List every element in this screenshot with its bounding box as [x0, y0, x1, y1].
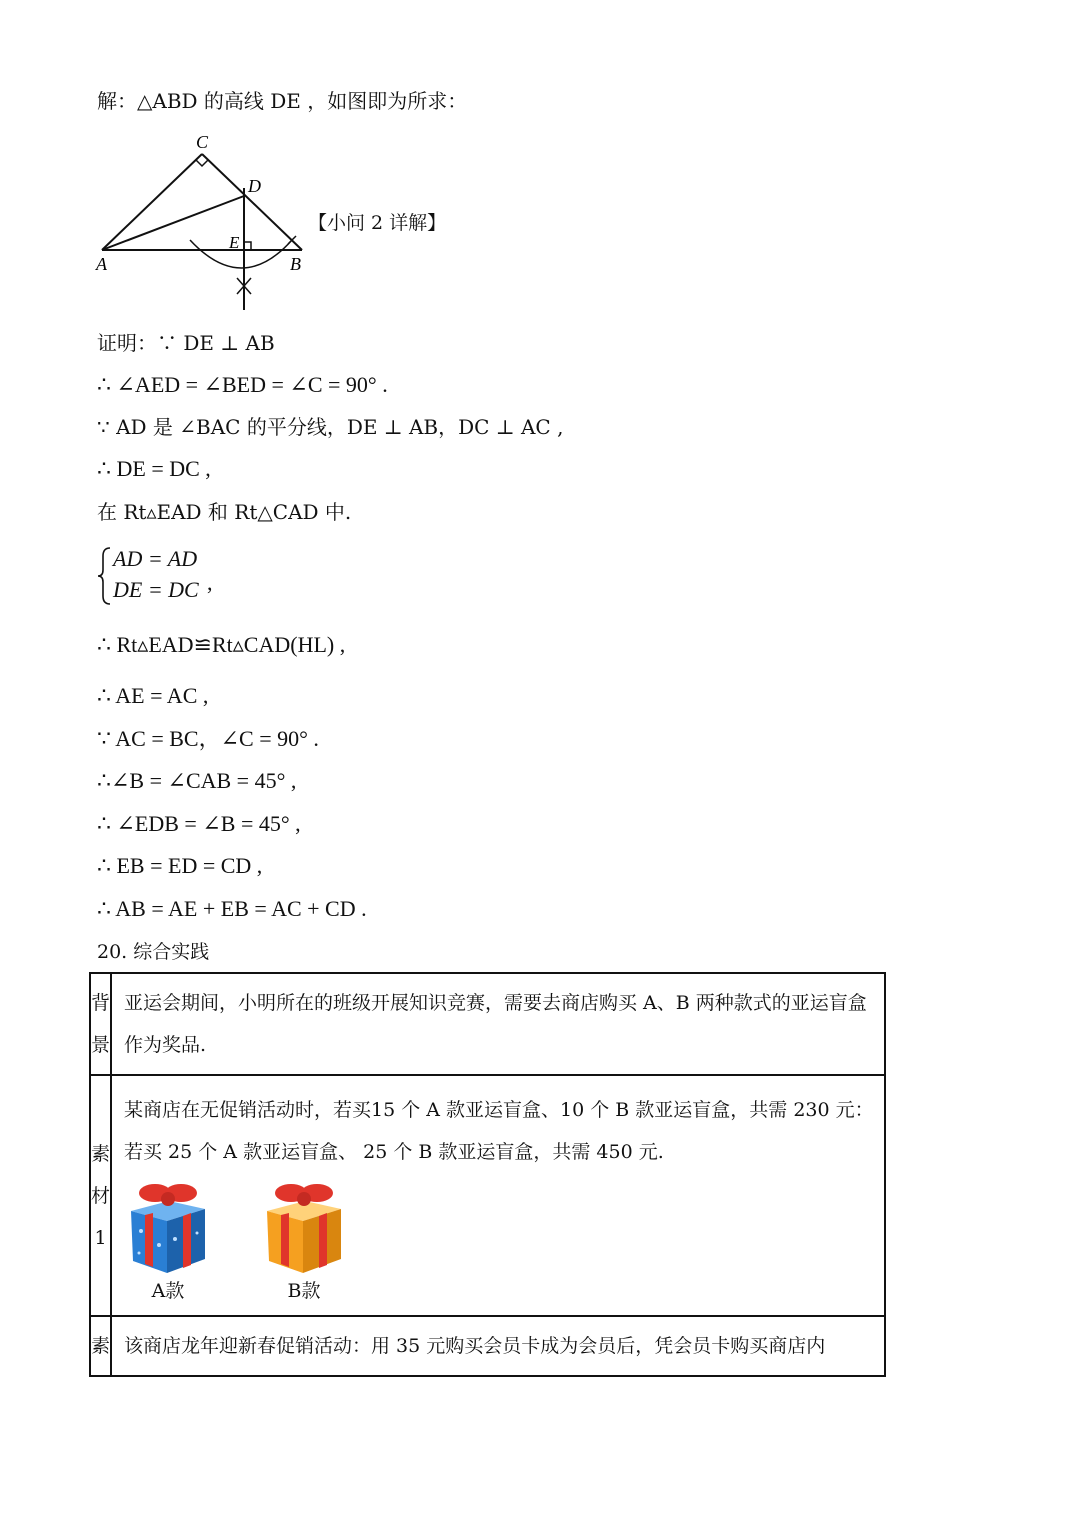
- proof-line: 证明：∵ DE ⊥ AB: [97, 331, 275, 355]
- proof-line: ∵ AC = BC，∠C = 90° .: [97, 726, 319, 751]
- box-a: [124, 1175, 212, 1303]
- row-content: [111, 1075, 885, 1316]
- gift-box-b-icon: [261, 1175, 347, 1275]
- row-content: 亚运会期间，小明所在的班级开展知识竞赛，需要去商店购买 A、B 两种款式的亚运盲盒作为奖品.: [111, 973, 885, 1075]
- row-content: 该商店龙年迎新春促销活动：用 35 元购买会员卡成为会员后，凭会员卡购买商店内: [111, 1316, 885, 1376]
- table-row: [90, 973, 885, 1075]
- box-b: [260, 1175, 348, 1303]
- proof-line: ∴ ∠EDB = ∠B = 45° ,: [97, 811, 301, 836]
- proof-line: ∴ ∠AED = ∠BED = ∠C = 90° .: [97, 372, 388, 397]
- box-a-caption: A款: [151, 1279, 185, 1302]
- proof-line: ∴ AB = AE + EB = AC + CD .: [97, 896, 367, 921]
- proof-line: ∴ AE = AC ,: [97, 683, 209, 708]
- proof-line: ∴ Rt▵EAD≌Rt▵CAD(HL) ,: [97, 632, 346, 657]
- row-label: 背 景: [90, 973, 111, 1075]
- gift-box-a-icon: [125, 1175, 211, 1275]
- label-a: A: [96, 254, 107, 274]
- subquestion-label: 【小问 2 详解】: [308, 212, 447, 234]
- question-20-title: 20. 综合实践: [97, 941, 210, 963]
- equation-1: AD = AD: [113, 546, 198, 571]
- triangle-figure: [92, 128, 322, 317]
- proof-line: ∴ EB = ED = CD ,: [97, 853, 263, 878]
- question-20-table: [89, 972, 886, 1377]
- row-label: 素 材 1: [90, 1075, 111, 1316]
- proof-line: ∴∠B = ∠CAB = 45° ,: [97, 768, 297, 793]
- box-b-caption: B款: [287, 1279, 321, 1302]
- proof-line: 在 Rt▵EAD 和 Rt△CAD 中.: [97, 500, 352, 524]
- brace-icon: [97, 546, 113, 606]
- label-e: E: [229, 233, 240, 252]
- gift-boxes: [124, 1175, 874, 1303]
- row-label: 素: [90, 1316, 111, 1376]
- material-line-2: 若买 25 个 A 款亚运盲盒、 25 个 B 款亚运盲盒，共需 450 元.: [124, 1140, 664, 1163]
- label-d: D: [248, 176, 261, 196]
- table-row: [90, 1075, 885, 1316]
- label-c: C: [196, 132, 209, 152]
- solution-intro: 解：△ABD 的高线 DE ，如图即为所求：: [97, 89, 468, 113]
- proof-line: ∴ DE = DC ,: [97, 456, 211, 481]
- label-b: B: [290, 254, 301, 274]
- proof-line: ∵ AD 是 ∠BAC 的平分线，DE ⊥ AB，DC ⊥ AC ,: [97, 415, 564, 439]
- table-row: [90, 1316, 885, 1376]
- material-line-1: 某商店在无促销活动时，若买15 个 A 款亚运盲盒、10 个 B 款亚运盲盒，共需 230 元：: [124, 1098, 874, 1121]
- equation-2: DE = DC: [113, 577, 199, 602]
- equation-tail: ,: [207, 570, 213, 595]
